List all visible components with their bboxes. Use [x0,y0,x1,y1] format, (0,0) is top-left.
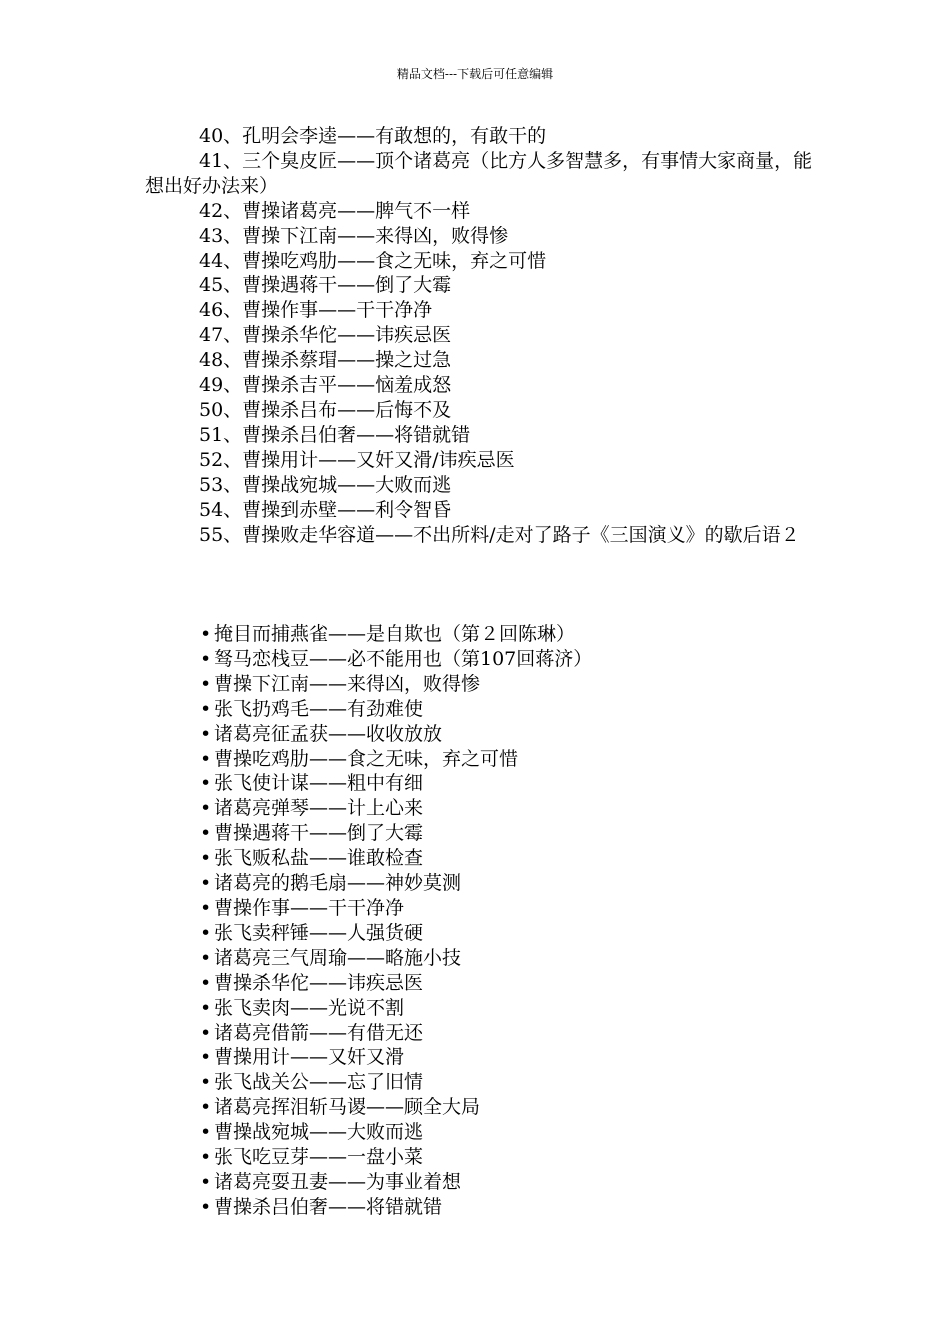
list-item: 42、曹操诸葛亮——脾气不一样 [199,199,471,222]
list-item: 45、曹操遇蒋干——倒了大霉 [199,274,452,297]
list-item: 54、曹操到赤壁——利令智昏 [199,498,452,521]
bullet-item [200,971,800,996]
list-item: 55、曹操败走华容道——不出所料/走对了路子《三国演义》的歇后语２ [199,523,800,546]
list-item: 50、曹操杀吕布——后悔不及 [199,398,452,421]
list-item: 40、孔明会李逵——有敢想的，有敢干的 [199,125,547,147]
bullet-text: 诸葛亮挥泪斩马谡——顾全大局 [214,1096,481,1119]
bullet-item [200,1021,800,1046]
bullet-icon: • [200,996,212,1019]
bullet-text: 曹操遇蒋干——倒了大霉 [214,822,424,845]
bullet-text: 曹操战宛城——大败而逃 [214,1121,424,1144]
list-item: 47、曹操杀华佗——讳疾忌医 [199,324,452,347]
bullet-icon: • [200,921,212,944]
bullet-icon: • [200,747,212,770]
bullet-text: 诸葛亮征孟获——收收放放 [214,722,443,745]
bullet-item [200,921,800,946]
bullet-icon: • [200,672,212,695]
bullet-text: 诸葛亮借箭——有借无还 [214,1021,424,1044]
bullet-text: 张飞使计谋——粗中有细 [214,772,424,795]
bullet-text: 曹操作事——干干净净 [214,896,405,919]
bullet-item [200,846,800,871]
list-item: 44、曹操吃鸡肋——食之无味，弃之可惜 [199,249,547,272]
bullet-text: 曹操杀吕伯奢——将错就错 [214,1195,443,1218]
bullet-text: 掩目而捕燕雀——是自欺也（第２回陈琳） [214,623,576,645]
bullet-text: 张飞贩私盐——谁敢检查 [214,847,424,870]
bullet-item [200,697,800,722]
bullet-text: 曹操下江南——来得凶，败得惨 [214,672,481,695]
bullet-item [200,672,800,697]
bullet-icon: • [200,896,212,919]
bullet-item [200,622,800,647]
bullet-icon: • [200,872,212,895]
bullet-item [200,1120,800,1145]
bullet-icon: • [200,722,212,745]
bullet-icon: • [200,1146,212,1169]
bullet-item [200,996,800,1021]
bullet-icon: • [200,1170,212,1193]
bullet-icon: • [200,647,212,670]
bullet-item [200,647,800,672]
bullet-icon: • [200,1195,212,1218]
list-item: 51、曹操杀吕伯奢——将错就错 [199,423,471,446]
bullet-icon: • [200,1046,212,1069]
bullet-icon: • [200,847,212,870]
bullet-item [200,771,800,796]
list-item: 46、曹操作事——干干净净 [199,299,433,322]
bullet-text: 曹操吃鸡肋——食之无味，弃之可惜 [214,747,519,770]
bullet-icon: • [200,946,212,969]
bullet-icon: • [200,971,212,994]
list-item: 49、曹操杀吉平——恼羞成怒 [199,374,452,397]
bullet-item [200,896,800,921]
page-header: 精品文档---下载后可任意编辑 [396,67,554,81]
bullet-item [200,1070,800,1095]
bullet-text: 诸葛亮的鹅毛扇——神妙莫测 [214,872,462,895]
bullet-icon: • [200,1021,212,1044]
bullet-icon: • [200,797,212,820]
bullet-text: 曹操用计——又奸又滑 [214,1046,405,1069]
bullet-item [200,1170,800,1195]
bullet-text: 诸葛亮弹琴——计上心来 [214,797,424,820]
bullet-item [200,1195,800,1220]
bullet-text: 诸葛亮耍丑妻——为事业着想 [214,1170,462,1193]
bullet-list [200,622,800,1220]
bullet-item [200,1145,800,1170]
bullet-item [200,722,800,747]
bullet-text: 张飞战关公——忘了旧情 [214,1071,424,1094]
bullet-item [200,1045,800,1070]
bullet-text: 张飞扔鸡毛——有劲难使 [214,697,424,720]
bullet-text: 张飞吃豆芽——一盘小菜 [214,1146,424,1169]
list-item: 41、三个臭皮匠——顶个诸葛亮（比方人多智慧多，有事情大家商量，能想出好办法来） [145,149,813,197]
bullet-icon: • [200,1121,212,1144]
bullet-icon: • [200,623,212,645]
bullet-text: 张飞卖肉——光说不割 [214,996,405,1019]
list-item: 43、曹操下江南——来得凶，败得惨 [199,224,509,247]
bullet-item [200,946,800,971]
bullet-text: 曹操杀华佗——讳疾忌医 [214,971,424,994]
bullet-item [200,821,800,846]
bullet-icon: • [200,772,212,795]
bullet-item [200,871,800,896]
bullet-icon: • [200,1096,212,1119]
list-item: 52、曹操用计——又奸又滑/讳疾忌医 [199,448,515,471]
bullet-icon: • [200,697,212,720]
bullet-text: 驽马恋栈豆——必不能用也（第107回蒋济） [214,647,593,670]
numbered-list [145,124,825,547]
bullet-icon: • [200,822,212,845]
list-item: 53、曹操战宛城——大败而逃 [199,473,452,496]
bullet-icon: • [200,1071,212,1094]
bullet-text: 诸葛亮三气周瑜——略施小技 [214,946,462,969]
list-item: 48、曹操杀蔡瑁——操之过急 [199,349,452,372]
bullet-text: 张飞卖秤锤——人强货硬 [214,921,424,944]
bullet-item [200,1095,800,1120]
bullet-item [200,747,800,772]
bullet-item [200,796,800,821]
